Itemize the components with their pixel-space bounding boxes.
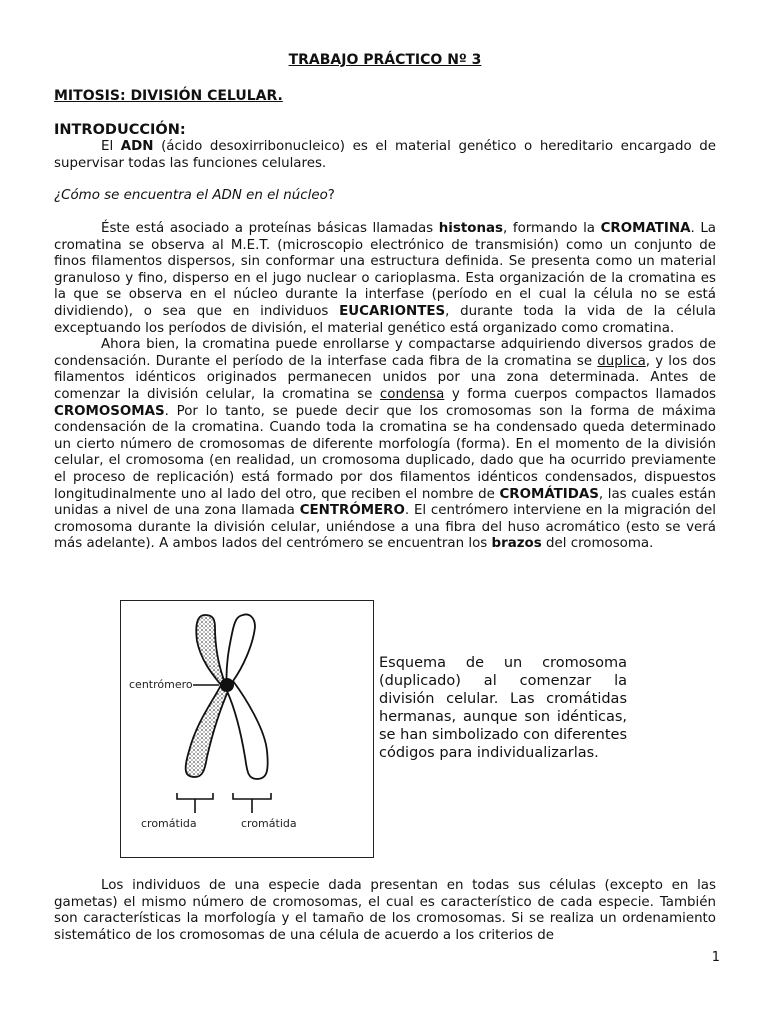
intro-heading: INTRODUCCIÓN: bbox=[54, 122, 186, 138]
figure-caption: Esquema de un cromosoma (duplicado) al comenzar la división celular. Las cromátidas hermanas, aunque son idénticas, se han simbolizado con diferentes códigos para individualizarlas. bbox=[379, 655, 627, 761]
centromere-dot bbox=[220, 678, 234, 692]
chromatid-left-shape bbox=[186, 615, 229, 777]
paragraph-cromatina: Éste está asociado a proteínas básicas llamadas histonas, formando la CROMATINA. La cromatina se observa al M.E.T. (microscopio electrónico de transmisión) como un conjunto de finos filamentos dispersos, sin conformar una estructura definida. Se presenta como un material granuloso y fino, disperso en el jugo nuclear o carioplasma. Esta organización de la cromatina es la que se observa en el núcleo durante la interfase (período en el cual la célula no se está dividiendo), o sea que en individuos EUCARIONTES, durante toda la vida de la célula exceptuando los períodos de división, el material genético está organizado como cromatina. bbox=[54, 221, 717, 336]
question-text: ¿Cómo se encuentra el ADN en el núcleo? bbox=[54, 188, 335, 203]
bracket-left bbox=[177, 793, 213, 799]
document-title: TRABAJO PRÁCTICO Nº 3 bbox=[288, 52, 482, 68]
chromosome-diagram bbox=[121, 601, 375, 859]
paragraph-especie: Los individuos de una especie dada presentan en todas sus células (excepto en las gametas) el mismo número de cromosomas, el cual es característico de cada especie. También son características la morfología y el tamaño de los cromosomas. Si se realiza un ordenamiento sistemático de los cromosomas de una célula de acuerdo a los criterios de bbox=[54, 878, 716, 943]
chromosome-figure bbox=[120, 600, 374, 858]
intro-paragraph: El ADN (ácido desoxirribonucleico) es el material genético o hereditario encargado de supervisar todas las funciones celulares. bbox=[54, 139, 716, 171]
label-chromatid-right: cromátida bbox=[241, 817, 297, 830]
label-centromere: centrómero bbox=[129, 678, 193, 691]
body-paragraphs bbox=[54, 221, 716, 553]
paragraph-cromosomas: Ahora bien, la cromatina puede enrollarse y compactarse adquiriendo diversos grados de condensación. Durante el período de la interfase cada fibra de la cromatina se duplica, y los dos filamentos idénticos originados permanecen unidos por una zona determinada. Antes de comenzar la división celular, la cromatina se condensa y forma cuerpos compactos llamados CROMOSOMAS. Por lo tanto, se puede decir que los cromosomas son la forma de máxima condensación de la cromatina. Cuando toda la cromatina se ha condensado queda determinado un cierto número de cromosomas de diferente morfología (forma). En el momento de la división celular, el cromosoma (en realidad, un cromosoma duplicado, dado que ha ocurrido previamente el proceso de replicación) está formado por dos filamentos idénticos condensados, dispuestos longitudinalmente uno al lado del otro, que reciben el nombre de CROMÁTIDAS, las cuales están unidas a nivel de una zona llamada CENTRÓMERO. El centrómero interviene en la migración del cromosoma durante la división celular, uniéndose a una fibra del huso acromático (esto se verá más adelante). A ambos lados del centrómero se encuentran los brazos del cromosoma. bbox=[54, 337, 717, 552]
section-title: MITOSIS: DIVISIÓN CELULAR. bbox=[54, 88, 283, 104]
term-adn: ADN bbox=[120, 139, 154, 154]
bracket-right bbox=[233, 793, 271, 799]
label-chromatid-left: cromátida bbox=[141, 817, 197, 830]
chromatid-right-shape bbox=[226, 615, 267, 780]
page-number: 1 bbox=[711, 950, 720, 965]
